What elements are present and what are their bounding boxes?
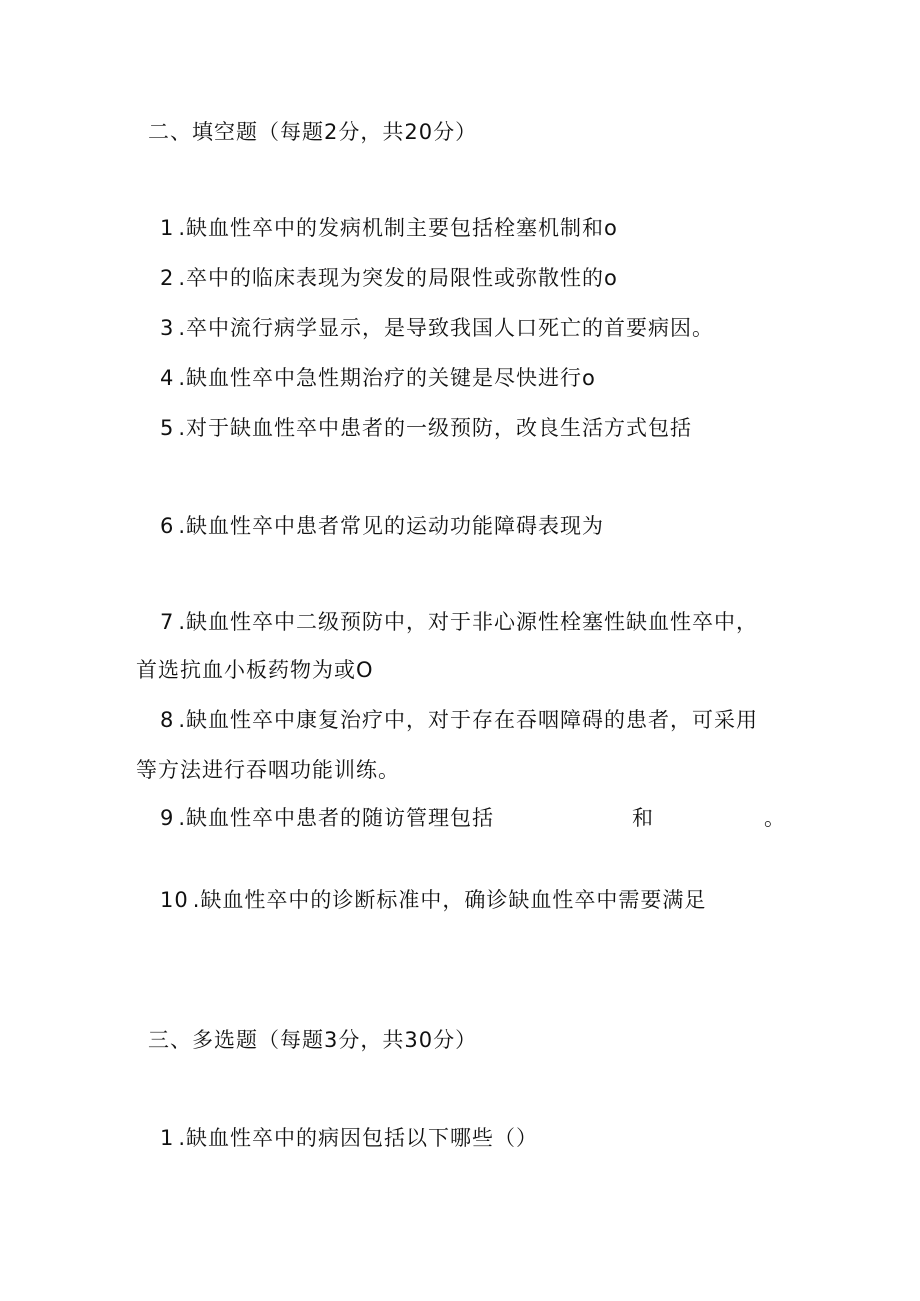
fill-question-1 [160,214,618,242]
question-number: 1 [160,216,175,240]
question-number: 9 [160,806,175,830]
question-text: .缺血性卒中康复治疗中，对于存在吞咽障碍的患者，可采用 [178,708,759,732]
question-number: 3 [160,316,175,340]
fill-question-9-end: 。 [764,806,786,830]
question-text: .卒中流行病学显示，是导致我国人口死亡的首要病因。 [178,316,715,340]
multi-question-1 [160,1124,538,1152]
question-text: .缺血性卒中患者常见的运动功能障碍表现为 [178,514,605,538]
fill-question-7-continuation: 首选抗血小板药物为或O [136,658,374,682]
question-number: 1 [160,1126,175,1150]
section-3-heading: 三、多选题（每题3分，共30分） [148,1028,478,1052]
question-text: .缺血性卒中急性期治疗的关键是尽快进行o [178,366,596,390]
fill-question-7 [160,608,758,636]
question-text: .卒中的临床表现为突发的局限性或弥散性的o [178,266,618,290]
question-number: 5 [160,416,175,440]
fill-question-4 [160,364,596,392]
question-number: 6 [160,514,175,538]
question-text: .缺血性卒中二级预防中，对于非心源性栓塞性缺血性卒中， [178,610,759,634]
question-number: 2 [160,266,175,290]
section-2-heading: 二、填空题（每题2分，共20分） [148,120,478,144]
fill-question-6 [160,512,604,540]
question-number: 10 [160,888,189,912]
question-text: .对于缺血性卒中患者的一级预防，改良生活方式包括 [178,416,693,440]
question-text: .缺血性卒中的病因包括以下哪些（） [178,1126,539,1150]
fill-question-10 [160,886,706,914]
fill-question-3 [160,314,714,342]
fill-question-8-continuation: 等方法进行吞咽功能训练。 [136,758,400,782]
fill-question-9-conjunction: 和 [632,806,654,830]
fill-question-2 [160,264,618,292]
question-text: .缺血性卒中的诊断标准中，确诊缺血性卒中需要满足 [192,888,707,912]
fill-question-5 [160,414,692,442]
question-number: 7 [160,610,175,634]
fill-question-9 [160,804,494,832]
question-text: .缺血性卒中患者的随访管理包括 [178,806,495,830]
fill-question-8 [160,706,758,734]
question-number: 8 [160,708,175,732]
question-number: 4 [160,366,175,390]
question-text: .缺血性卒中的发病机制主要包括栓塞机制和o [178,216,618,240]
